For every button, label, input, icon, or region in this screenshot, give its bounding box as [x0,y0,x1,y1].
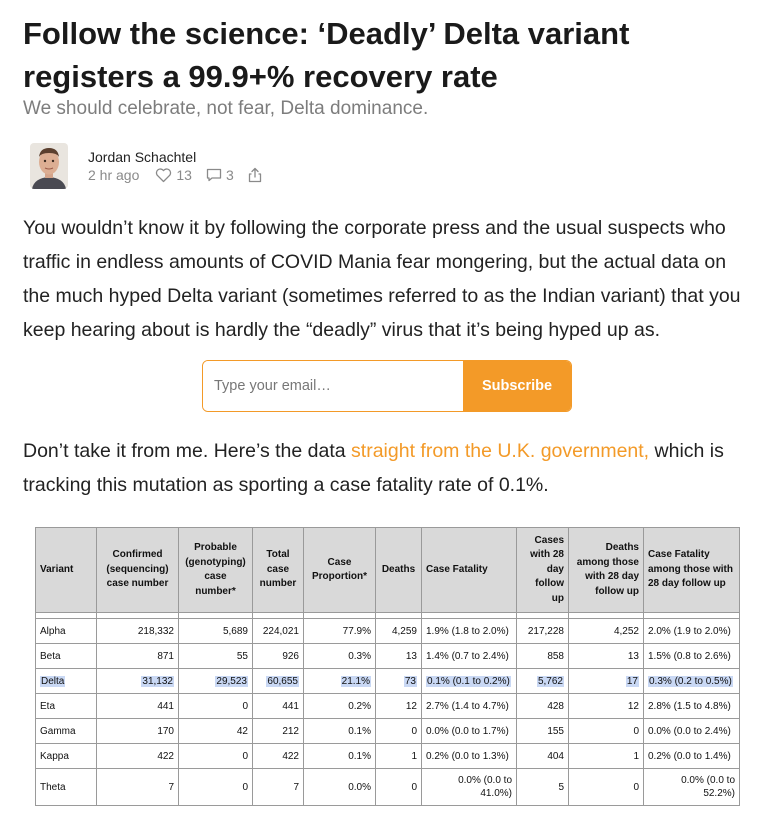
variant-data-table-image [35,527,740,806]
variant-cell: Theta [36,769,97,806]
table-cell: 0 [376,769,422,806]
table-cell: 0 [376,719,422,744]
variant-cell: Beta [36,644,97,669]
author-avatar[interactable] [30,143,68,189]
source-text-before: Don’t take it from me. Here’s the data [23,440,352,462]
source-text-after: which is tracking this mutation as sporting a case fatality rate of 0.1%. [23,440,724,496]
table-cell: 0.0% (0.0 to 41.0%) [422,769,517,806]
header-cell: Case Fatality [422,528,517,613]
table-cell: 7 [253,769,304,806]
table-cell: 29,523 [216,675,247,687]
post-time: 2 hr ago [88,167,140,183]
table-cell: 0.2% (0.0 to 1.4%) [644,744,740,769]
subscribe-form [202,360,572,412]
article-title: Follow the science: ‘Deadly’ Delta variant registers a 99.9+% recovery rate [23,16,630,94]
table-cell: 224,021 [253,619,304,644]
table-row [36,719,740,744]
table-header-row [36,528,740,613]
table-cell: 441 [97,694,179,719]
table-cell: 12 [569,694,644,719]
variant-cell: Alpha [36,619,97,644]
comment-icon[interactable] [206,168,222,182]
table-cell: 12 [376,694,422,719]
table-cell: 5,762 [537,675,563,687]
table-cell: 212 [253,719,304,744]
table-cell: 13 [569,644,644,669]
variant-cell: Gamma [36,719,97,744]
table-cell: 7 [97,769,179,806]
table-cell: 73 [404,675,416,687]
table-cell: 0.0% (0.0 to 52.2%) [644,769,740,806]
header-cell: Deaths among those with 28 day follow up [569,528,644,613]
table-cell: 13 [376,644,422,669]
table-cell: 4,252 [569,619,644,644]
article-subtitle: We should celebrate, not fear, Delta dominance. [23,98,429,119]
subscribe-button[interactable]: Subscribe [463,361,571,411]
table-cell: 404 [517,744,569,769]
table-cell: 0.3% (0.2 to 0.5%) [649,675,732,687]
table-cell: 155 [517,719,569,744]
table-cell: 0.0% (0.0 to 2.4%) [644,719,740,744]
table-cell: 0 [569,719,644,744]
source-paragraph [23,434,745,502]
table-cell: 1.5% (0.8 to 2.6%) [644,644,740,669]
variant-cell: Eta [36,694,97,719]
table-cell: 5,689 [179,619,253,644]
table-row [36,744,740,769]
table-row [36,694,740,719]
table-row [36,619,740,644]
table-cell: 60,655 [267,675,298,687]
source-link[interactable]: straight from the U.K. government, [351,440,650,462]
table-cell: 0.0% (0.0 to 1.7%) [422,719,517,744]
table-row [36,769,740,806]
variant-cell: Kappa [36,744,97,769]
variant-cell: Delta [41,675,65,687]
table-cell: 31,132 [142,675,173,687]
table-cell: 871 [97,644,179,669]
comment-count: 3 [225,167,234,183]
table-cell: 428 [517,694,569,719]
table-cell: 2.7% (1.4 to 4.7%) [422,694,517,719]
table-cell: 0.2% (0.0 to 1.3%) [422,744,517,769]
table-cell: 0 [569,769,644,806]
table-cell: 1.4% (0.7 to 2.4%) [422,644,517,669]
table-cell: 422 [253,744,304,769]
table-cell: 2.0% (1.9 to 2.0%) [644,619,740,644]
table-cell: 21.1% [341,675,370,687]
table-cell: 1.9% (1.8 to 2.0%) [422,619,517,644]
table-cell: 42 [179,719,253,744]
header-cell: Case Proportion* [304,528,376,613]
author-name[interactable]: Jordan Schachtel [88,149,197,165]
table-cell: 0 [179,694,253,719]
table-cell: 77.9% [304,619,376,644]
table-cell: 1 [569,744,644,769]
header-cell: Deaths [376,528,422,613]
table-cell: 0.2% [304,694,376,719]
table-cell: 0 [179,769,253,806]
header-cell: Probable (genotyping) case number* [179,528,253,613]
table-cell: 1 [376,744,422,769]
table-cell: 926 [253,644,304,669]
table-cell: 0.1% [304,719,376,744]
email-input[interactable] [203,361,463,411]
variant-data-table [35,527,740,806]
post-meta [88,167,262,183]
table-cell: 170 [97,719,179,744]
table-cell: 0.1% (0.1 to 0.2%) [427,675,510,687]
table-cell: 441 [253,694,304,719]
table-cell: 5 [517,769,569,806]
header-cell: Cases with 28 day follow up [517,528,569,613]
table-cell: 422 [97,744,179,769]
table-cell: 0.3% [304,644,376,669]
table-cell: 217,228 [517,619,569,644]
header-cell: Variant [36,528,97,613]
like-count: 13 [176,167,192,183]
intro-paragraph: You wouldn’t know it by following the corporate press and the usual suspects who traffic in endless amounts of COVID Mania fear mongering, but the actual data on the much hyped Delta variant (sometimes referred to as the Indian variant) that you keep hearing about is hardly the “deadly” virus that it’s being hyped up as. [23,217,741,341]
table-cell: 17 [626,675,638,687]
table-cell: 858 [517,644,569,669]
table-cell: 0 [179,744,253,769]
header-cell: Confirmed (sequencing) case number [97,528,179,613]
table-cell: 2.8% (1.5 to 4.8%) [644,694,740,719]
table-row-delta [36,669,740,694]
header-cell: Total case number [253,528,304,613]
table-cell: 4,259 [376,619,422,644]
table-cell: 0.1% [304,744,376,769]
table-row [36,644,740,669]
table-cell: 55 [179,644,253,669]
table-cell: 218,332 [97,619,179,644]
header-cell: Case Fatality among those with 28 day follow up [644,528,740,613]
heart-icon[interactable] [155,168,172,183]
table-cell: 0.0% [304,769,376,806]
share-icon[interactable] [248,167,262,183]
